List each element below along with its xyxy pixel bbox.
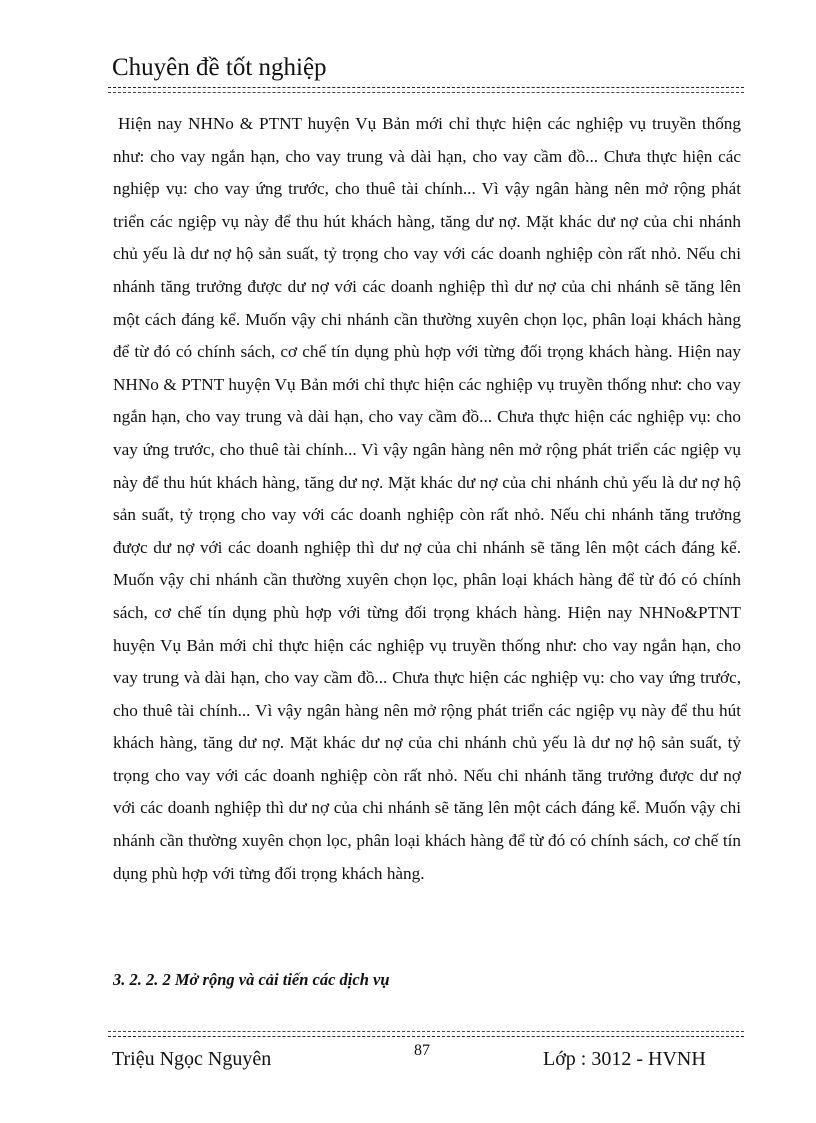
footer-divider-top <box>108 1031 744 1032</box>
header-divider-bottom <box>108 92 744 93</box>
section-heading: 3. 2. 2. 2 Mở rộng và cải tiến các dịch vụ <box>113 970 390 989</box>
header-title: Chuyên đề tốt nghiệp <box>112 54 327 81</box>
body-paragraph: Hiện nay NHNo & PTNT huyện Vụ Bản mới chỉ thực hiện các nghiệp vụ truyền thống như: cho vay ngắn hạn, cho vay trung và dài hạn, cho vay cầm đồ... Chưa thực hiện các nghiệp vụ: cho vay ứng trước, cho thuê tài chính... Vì vậy ngân hàng nên mở rộng phát triển các ngiệp vụ này để thu hút khách hàng, tăng dư nợ. Mặt khác dư nợ của chi nhánh chủ yếu là dư nợ hộ sản suất, tỷ trọng cho vay với các doanh nghiệp còn rất nhỏ. Nếu chi nhánh tăng trưởng được dư nợ với các doanh nghiệp thì dư nợ của chi nhánh sẽ tăng lên một cách đáng kể. Muốn vậy chi nhánh cần thường xuyên chọn lọc, phân loại khách hàng để từ đó có chính sách, cơ chế tín dụng phù hợp với từng đối trọng khách hàng. Hiện nay NHNo & PTNT huyện Vụ Bản mới chỉ thực hiện các nghiệp vụ truyền thống như: cho vay ngắn hạn, cho vay trung và dài hạn, cho vay cầm đồ... Chưa thực hiện các nghiệp vụ: cho vay ứng trước, cho thuê tài chính... Vì vậy ngân hàng nên mở rộng phát triển các ngiệp vụ này để thu hút khách hàng, tăng dư nợ. Mặt khác dư nợ của chi nhánh chủ yếu là dư nợ hộ sản suất, tỷ trọng cho vay với các doanh nghiệp còn rất nhỏ. Nếu chi nhánh tăng trưởng được dư nợ với các doanh nghiệp thì dư nợ của chi nhánh sẽ tăng lên một cách đáng kể. Muốn vậy chi nhánh cần thường xuyên chọn lọc, phân loại khách hàng để từ đó có chính sách, cơ chế tín dụng phù hợp với từng đối trọng khách hàng. Hiện nay NHNo&PTNT huyện Vụ Bản mới chỉ thực hiện các nghiệp vụ truyền thống như: cho vay ngắn hạn, cho vay trung và dài hạn, cho vay cầm đồ... Chưa thực hiện các nghiệp vụ: cho vay ứng trước, cho thuê tài chính... Vì vậy ngân hàng nên mở rộng phát triển các ngiệp vụ này để thu hút khách hàng, tăng dư nợ. Mặt khác dư nợ của chi nhánh chủ yếu là dư nợ hộ sản suất, tỷ trọng cho vay với các doanh nghiệp còn rất nhỏ. Nếu chi nhánh tăng trưởng được dư nợ với các doanh nghiệp thì dư nợ của chi nhánh sẽ tăng lên một cách đáng kể. Muốn vậy chi nhánh cần thường xuyên chọn lọc, phân loại khách hàng để từ đó có chính sách, cơ chế tín dụng phù hợp với từng đối trọng khách hàng. <box>113 114 741 883</box>
footer-page-number: 87 <box>414 1042 430 1059</box>
header-divider-top <box>108 87 744 88</box>
footer-class-label: Lớp : 3012 - HVNH <box>543 1048 706 1070</box>
footer-author: Triệu Ngọc Nguyên <box>112 1048 272 1070</box>
footer-divider-bottom <box>108 1036 744 1037</box>
